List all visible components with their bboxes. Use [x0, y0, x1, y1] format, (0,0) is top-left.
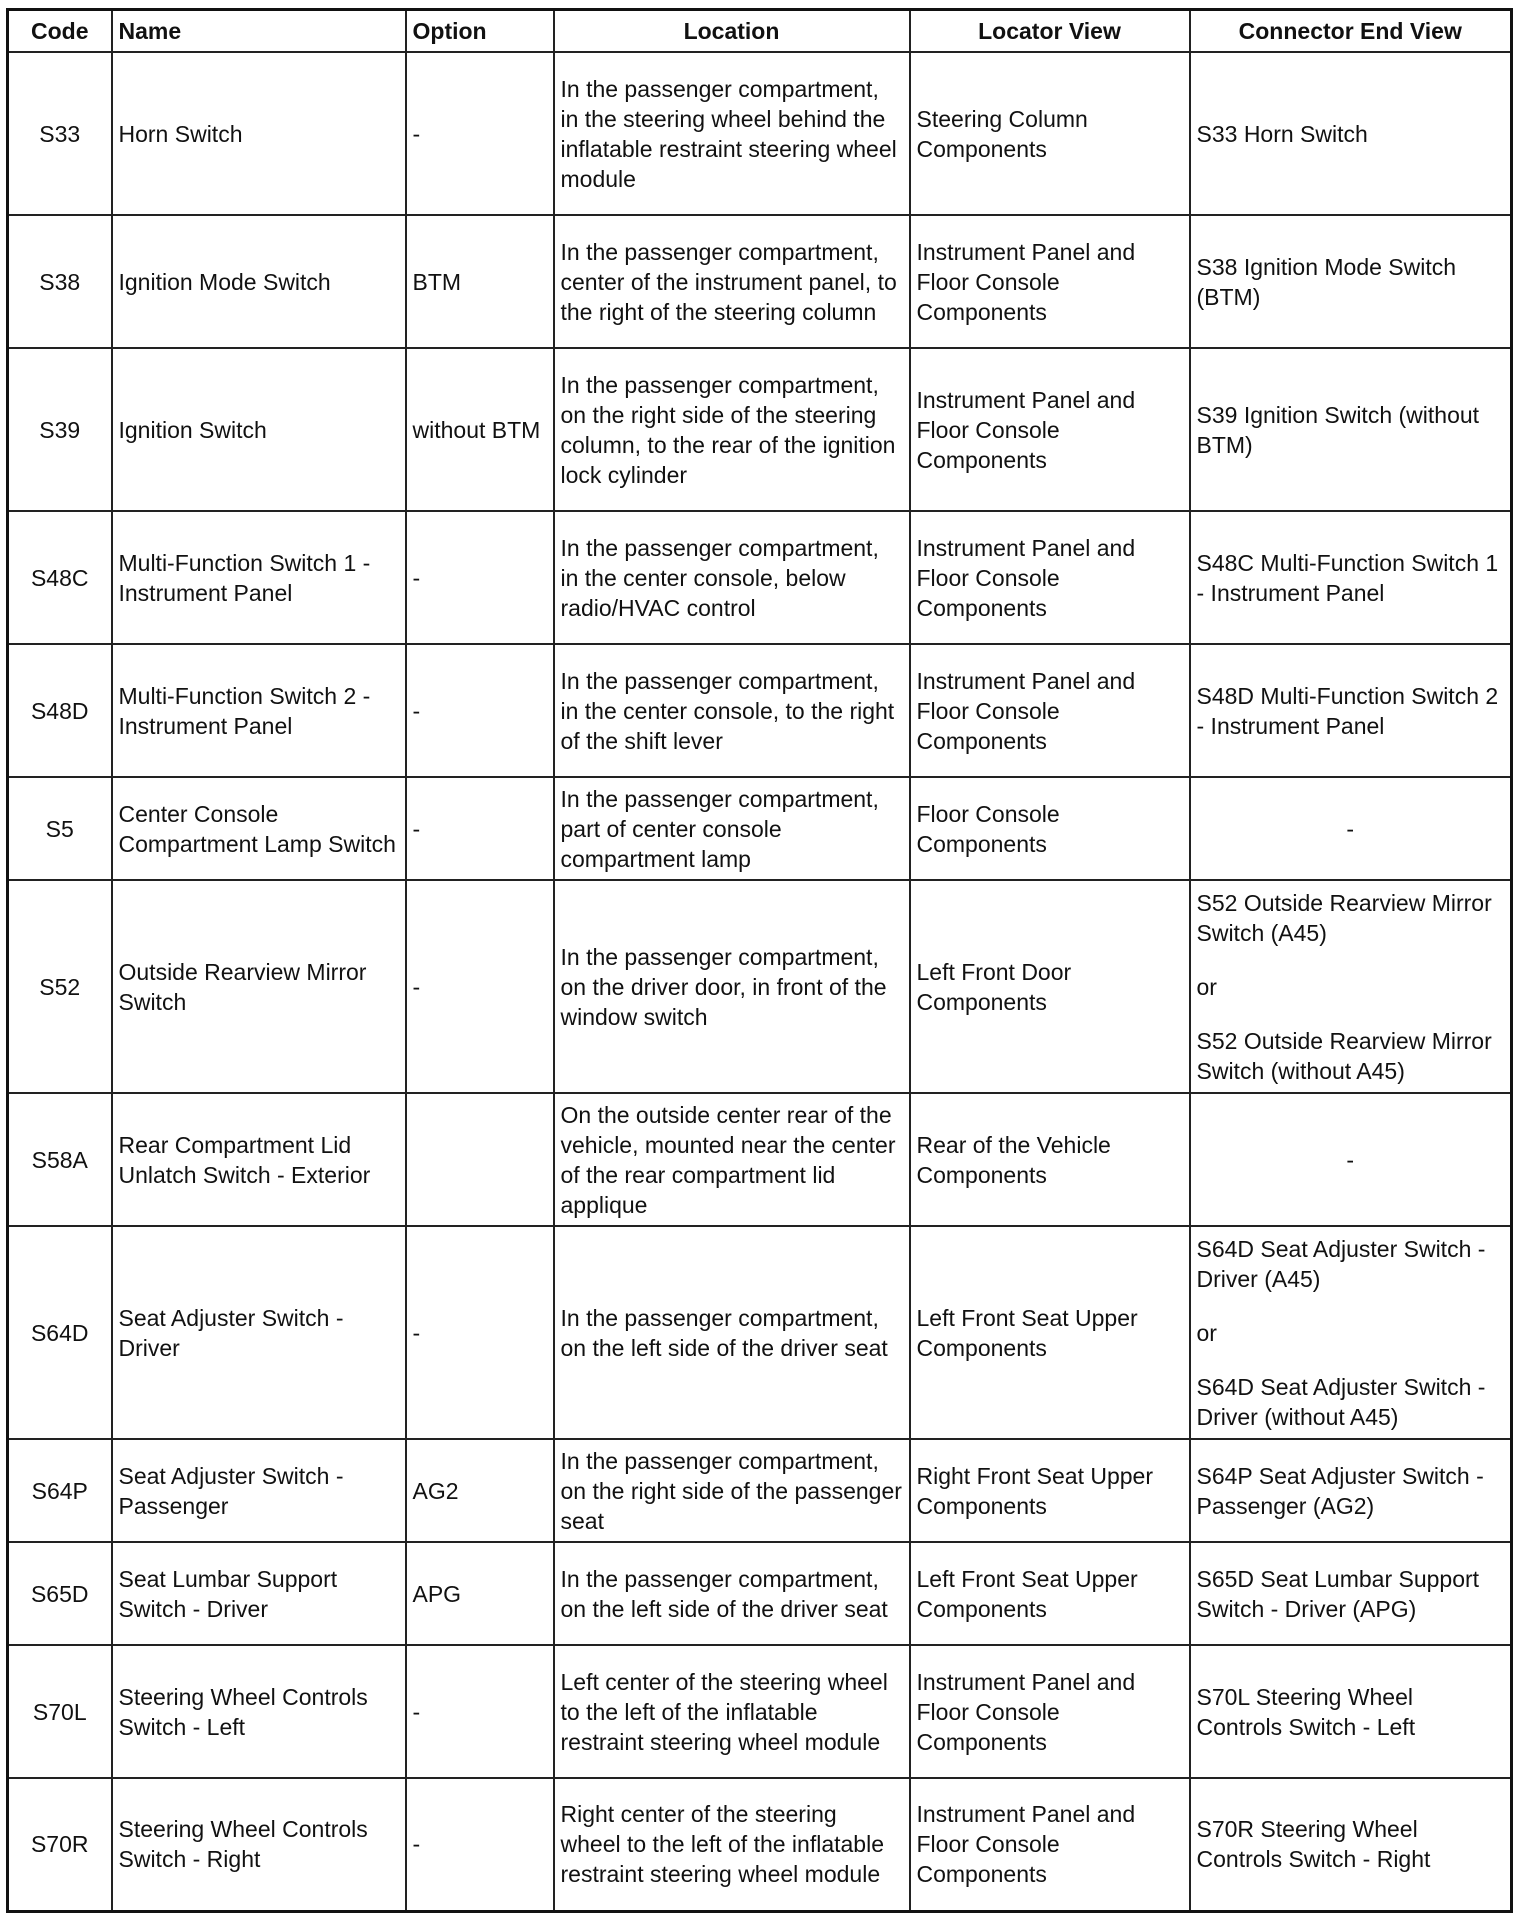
cell-code: S48C [8, 511, 112, 644]
cell-code: S38 [8, 215, 112, 348]
cell-locator-view: Left Front Seat Upper Components [910, 1226, 1190, 1439]
cell-option: - [406, 1778, 554, 1911]
cell-option: - [406, 1226, 554, 1439]
cell-location: In the passenger compartment, in the steering wheel behind the inflatable restraint steering wheel module [554, 52, 910, 215]
cell-locator-view: Instrument Panel and Floor Console Components [910, 1645, 1190, 1778]
cell-locator-view: Instrument Panel and Floor Console Components [910, 348, 1190, 511]
cell-connector-end-view [1190, 644, 1512, 777]
cell-name: Ignition Mode Switch [112, 215, 406, 348]
cell-name: Center Console Compartment Lamp Switch [112, 777, 406, 880]
table-row [8, 777, 1512, 880]
cell-locator-view: Instrument Panel and Floor Console Components [910, 1778, 1190, 1911]
connector-end-view-entry: S70R Steering Wheel Controls Switch - Right [1196, 1816, 1431, 1873]
connector-end-view-entry: or [1196, 973, 1217, 1000]
cell-location: In the passenger compartment, on the left side of the driver seat [554, 1542, 910, 1645]
cell-option: - [406, 52, 554, 215]
connector-end-view-entry: S38 Ignition Mode Switch (BTM) [1196, 253, 1457, 310]
table-row [8, 644, 1512, 777]
cell-option: BTM [406, 215, 554, 348]
cell-option: AG2 [406, 1439, 554, 1542]
cell-name: Seat Adjuster Switch - Passenger [112, 1439, 406, 1542]
cell-location: Right center of the steering wheel to the left of the inflatable restraint steering wheel module [554, 1778, 910, 1911]
cell-name: Steering Wheel Controls Switch - Left [112, 1645, 406, 1778]
cell-code: S58A [8, 1093, 112, 1226]
cell-locator-view: Instrument Panel and Floor Console Components [910, 644, 1190, 777]
cell-code: S65D [8, 1542, 112, 1645]
connector-end-view-entry: S39 Ignition Switch (without BTM) [1196, 401, 1480, 458]
cell-name: Horn Switch [112, 52, 406, 215]
cell-connector-end-view [1190, 1645, 1512, 1778]
cell-option: without BTM [406, 348, 554, 511]
cell-location: In the passenger compartment, on the right side of the passenger seat [554, 1439, 910, 1542]
cell-locator-view: Steering Column Components [910, 52, 1190, 215]
cell-locator-view: Floor Console Components [910, 777, 1190, 880]
table-row [8, 880, 1512, 1093]
cell-code: S64D [8, 1226, 112, 1439]
cell-name: Multi-Function Switch 2 - Instrument Panel [112, 644, 406, 777]
connector-end-view-entry: S52 Outside Rearview Mirror Switch (without A45) [1196, 1027, 1492, 1084]
cell-code: S64P [8, 1439, 112, 1542]
cell-code: S70L [8, 1645, 112, 1778]
cell-option: - [406, 777, 554, 880]
cell-code: S5 [8, 777, 112, 880]
cell-option: - [406, 1645, 554, 1778]
table-row [8, 1093, 1512, 1226]
cell-location: In the passenger compartment, in the center console, to the right of the shift lever [554, 644, 910, 777]
component-locator-sheet [6, 8, 1510, 1913]
cell-location: In the passenger compartment, part of center console compartment lamp [554, 777, 910, 880]
cell-option: - [406, 880, 554, 1093]
cell-name: Seat Lumbar Support Switch - Driver [112, 1542, 406, 1645]
cell-locator-view: Instrument Panel and Floor Console Components [910, 215, 1190, 348]
connector-end-view-entry: S48C Multi-Function Switch 1 - Instrument Panel [1196, 549, 1499, 606]
cell-option: - [406, 511, 554, 644]
cell-name: Outside Rearview Mirror Switch [112, 880, 406, 1093]
cell-locator-view: Instrument Panel and Floor Console Components [910, 511, 1190, 644]
cell-name: Steering Wheel Controls Switch - Right [112, 1778, 406, 1911]
cell-connector-end-view [1190, 880, 1512, 1093]
connector-end-view-entry: S65D Seat Lumbar Support Switch - Driver (APG) [1196, 1565, 1480, 1622]
cell-code: S48D [8, 644, 112, 777]
cell-name: Multi-Function Switch 1 - Instrument Panel [112, 511, 406, 644]
connector-end-view-entry: S48D Multi-Function Switch 2 - Instrument Panel [1196, 682, 1499, 739]
cell-location: In the passenger compartment, in the center console, below radio/HVAC control [554, 511, 910, 644]
cell-location: In the passenger compartment, on the left side of the driver seat [554, 1226, 910, 1439]
cell-location: In the passenger compartment, on the right side of the steering column, to the rear of the ignition lock cylinder [554, 348, 910, 511]
cell-connector-end-view [1190, 215, 1512, 348]
cell-connector-end-view [1190, 52, 1512, 215]
connector-end-view-entry: S64P Seat Adjuster Switch - Passenger (AG2) [1196, 1462, 1484, 1519]
connector-end-view-entry: or [1196, 1319, 1217, 1346]
header-name: Name [112, 10, 406, 53]
line-gap [1197, 1294, 1505, 1318]
table-row [8, 215, 1512, 348]
cell-location: Left center of the steering wheel to the left of the inflatable restraint steering wheel module [554, 1645, 910, 1778]
table-body [8, 52, 1512, 1911]
cell-connector-end-view [1190, 1439, 1512, 1542]
cell-location: In the passenger compartment, on the driver door, in front of the window switch [554, 880, 910, 1093]
cell-code: S52 [8, 880, 112, 1093]
cell-option: APG [406, 1542, 554, 1645]
cell-locator-view: Rear of the Vehicle Components [910, 1093, 1190, 1226]
connector-end-view-entry: S70L Steering Wheel Controls Switch - Left [1196, 1683, 1416, 1740]
header-locator-view: Locator View [910, 10, 1190, 53]
component-locator-table [6, 8, 1513, 1913]
cell-code: S39 [8, 348, 112, 511]
table-row [8, 348, 1512, 511]
header-location: Location [554, 10, 910, 53]
connector-end-view-entry: S64D Seat Adjuster Switch - Driver (without A45) [1196, 1373, 1486, 1430]
cell-option [406, 1093, 554, 1226]
table-row [8, 52, 1512, 215]
cell-connector-end-view [1190, 1778, 1512, 1911]
connector-end-view-entry: S52 Outside Rearview Mirror Switch (A45) [1196, 889, 1492, 946]
connector-end-view-entry: - [1346, 815, 1355, 842]
cell-code: S33 [8, 52, 112, 215]
table-row [8, 1645, 1512, 1778]
cell-connector-end-view [1190, 511, 1512, 644]
connector-end-view-entry: S33 Horn Switch [1196, 120, 1368, 147]
header-option: Option [406, 10, 554, 53]
table-row [8, 511, 1512, 644]
cell-connector-end-view [1190, 348, 1512, 511]
cell-connector-end-view [1190, 777, 1512, 880]
table-row [8, 1226, 1512, 1439]
cell-option: - [406, 644, 554, 777]
line-gap [1197, 1002, 1505, 1026]
connector-end-view-entry: - [1346, 1146, 1355, 1173]
table-row [8, 1542, 1512, 1645]
cell-connector-end-view [1190, 1093, 1512, 1226]
cell-location: On the outside center rear of the vehicle, mounted near the center of the rear compartment lid applique [554, 1093, 910, 1226]
cell-locator-view: Left Front Seat Upper Components [910, 1542, 1190, 1645]
cell-connector-end-view [1190, 1226, 1512, 1439]
table-row [8, 1439, 1512, 1542]
cell-name: Ignition Switch [112, 348, 406, 511]
line-gap [1197, 948, 1505, 972]
header-connector-end-view: Connector End View [1190, 10, 1512, 53]
cell-locator-view: Left Front Door Components [910, 880, 1190, 1093]
line-gap [1197, 1348, 1505, 1372]
table-row [8, 1778, 1512, 1911]
table-header-row [8, 10, 1512, 53]
connector-end-view-entry: S64D Seat Adjuster Switch - Driver (A45) [1196, 1235, 1486, 1292]
cell-name: Rear Compartment Lid Unlatch Switch - Exterior [112, 1093, 406, 1226]
cell-location: In the passenger compartment, center of the instrument panel, to the right of the steering column [554, 215, 910, 348]
header-code: Code [8, 10, 112, 53]
cell-connector-end-view [1190, 1542, 1512, 1645]
cell-name: Seat Adjuster Switch - Driver [112, 1226, 406, 1439]
cell-code: S70R [8, 1778, 112, 1911]
cell-locator-view: Right Front Seat Upper Components [910, 1439, 1190, 1542]
